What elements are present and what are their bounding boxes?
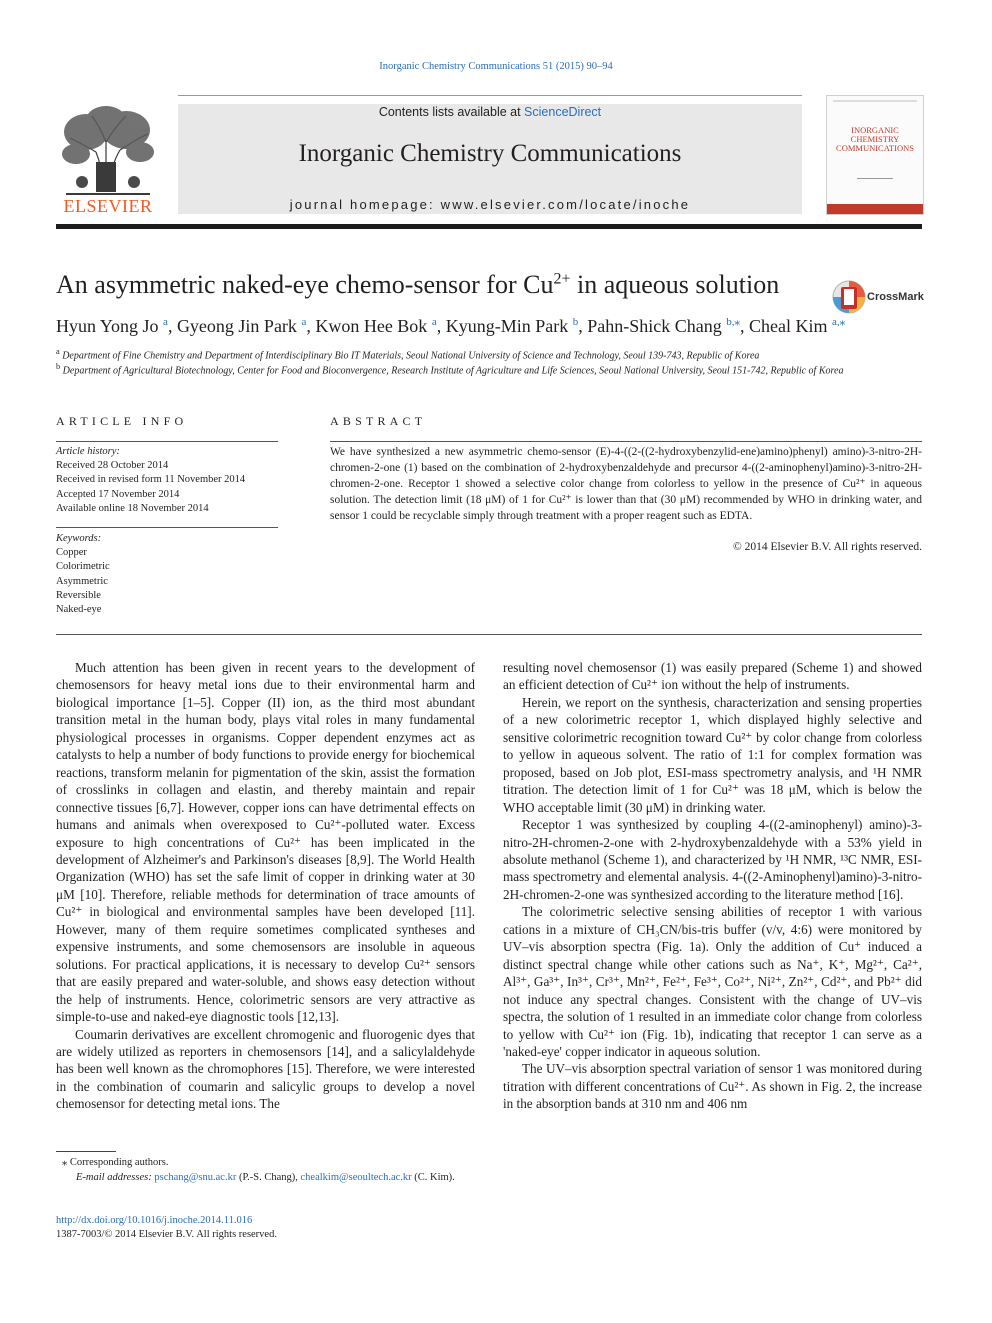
author-name: Pahn-Shick Chang bbox=[587, 316, 727, 336]
title-main: An asymmetric naked-eye chemo-sensor for Cu bbox=[56, 270, 554, 299]
author-name: Kwon Hee Bok bbox=[315, 316, 432, 336]
author-name: Cheal Kim bbox=[748, 316, 832, 336]
author-list bbox=[56, 315, 845, 337]
journal-reference[interactable]: Inorganic Chemistry Communications 51 (2015) 90–94 bbox=[379, 61, 613, 72]
abstract-text: We have synthesized a new asymmetric chemo-sensor (E)-4-((2-((2-hydroxybenzylid-ene)amino)phenyl) amino)-3-nitro-2H-chromen-2-one (1) based on the combination of 2-hydroxybenzaldehyde and precursor 4-((2-aminophenyl)amino)-3-nitro-2H-chromen-2-one. Receptor 1 showed a selective color change from colorless to yellow in the presence of Cu²⁺ in aqueous solution. The detection limit (18 μM) of 1 for Cu²⁺ is lower than that (30 μM) recommended by WHO in drinking water, and sensor 1 could be recyclable simply through treatment with a proper reagent such as EDTA. bbox=[330, 446, 922, 523]
crossmark-icon bbox=[831, 279, 867, 319]
email-owner-kim: (C. Kim). bbox=[411, 1172, 455, 1183]
contents-prefix: Contents lists available at bbox=[378, 105, 525, 119]
author-name: Kyung-Min Park bbox=[445, 316, 573, 336]
body-paragraph: Coumarin derivatives are excellent chromogenic and fluorogenic dyes that are widely utilized as reporters in chemosensors [14], and a salicylaldehyde has been well known as the chromophores [15]. Therefore, we were interested in the combination of coumarin and salicylic groups to develop a novel chemosensor for detecting metal ions. The bbox=[56, 1026, 475, 1112]
cover-title: INORGANIC CHEMISTRY COMMUNICATIONS bbox=[836, 125, 914, 153]
history-accepted: Accepted 17 November 2014 bbox=[56, 489, 180, 500]
header-bottom-rule bbox=[56, 224, 922, 229]
body-column-left bbox=[56, 659, 475, 1113]
body-paragraph: The UV–vis absorption spectral variation of sensor 1 was monitored during titration with different concentrations of Cu²⁺. As shown in Fig. 2, the increase in the absorption bands at 310 nm and 406 nm bbox=[503, 1061, 922, 1112]
abstract-copyright: © 2014 Elsevier B.V. All rights reserved. bbox=[733, 541, 922, 553]
affiliation-b-label: b bbox=[56, 362, 61, 371]
affiliation-a-label: a bbox=[56, 347, 60, 356]
cover-topbar bbox=[833, 100, 917, 102]
article-info-rule-top bbox=[56, 441, 278, 442]
email-note bbox=[62, 1170, 455, 1185]
sciencedirect-link[interactable]: ScienceDirect bbox=[524, 105, 602, 119]
journal-title: Inorganic Chemistry Communications bbox=[298, 140, 682, 167]
author-affiliation-marker[interactable]: a bbox=[431, 316, 437, 328]
crossmark-badge[interactable] bbox=[831, 279, 923, 319]
body-paragraph: Herein, we report on the synthesis, characterization and sensing properties of a new colorimetric receptor 1, which displayed highly selective and sensitive colorimetric recognition toward Cu²⁺ by color change from colorless to yellow in aqueous solvent. The ratio of 1:1 for complex formation was proposed, based on Job plot, ESI-mass spectrometry analysis, and ¹H NMR titration. The detection limit of 1 for Cu²⁺ was 18 μM, which is below the WHO acceptable limit (30 μM) in drinking water. bbox=[503, 694, 922, 815]
keyword: Naked-eye bbox=[56, 604, 102, 615]
cover-signature bbox=[857, 168, 893, 179]
author-separator: , bbox=[436, 316, 446, 336]
keyword: Asymmetric bbox=[56, 576, 108, 587]
affiliation-b-text: Department of Agricultural Biotechnology, Center for Food and Bioconvergence, Research Institute of Agriculture and Life Sciences, Seoul National University, Seoul 151-742, Republic of Korea bbox=[62, 365, 844, 377]
author-name: Gyeong Jin Park bbox=[176, 316, 302, 336]
author-affiliation-marker[interactable]: b,⁎ bbox=[726, 316, 740, 328]
author-name: Hyun Yong Jo bbox=[56, 316, 164, 336]
affiliation-a-text: Department of Fine Chemistry and Department of Interdisciplinary Bio IT Materials, Seoul National University of Science and Technology, Seoul 139-743, Republic of Korea bbox=[62, 350, 760, 362]
doi-link[interactable]: http://dx.doi.org/10.1016/j.inoche.2014.11.016 bbox=[56, 1215, 253, 1226]
author-affiliation-marker[interactable]: b bbox=[572, 316, 579, 328]
history-received: Received 28 October 2014 bbox=[56, 460, 169, 471]
article-info-heading: ARTICLE INFO bbox=[56, 414, 188, 428]
crossmark-label: CrossMark bbox=[867, 291, 924, 303]
keyword: Colorimetric bbox=[56, 561, 110, 572]
contents-line bbox=[178, 105, 802, 119]
keywords-label: Keywords: bbox=[56, 533, 102, 544]
history-label: Article history: bbox=[56, 446, 120, 457]
article-info-rule-mid bbox=[56, 527, 278, 528]
author-separator: , bbox=[578, 316, 588, 336]
affiliation-b bbox=[56, 362, 843, 376]
footnotes bbox=[62, 1155, 455, 1185]
affiliation-a bbox=[56, 347, 759, 361]
email-link-chang[interactable]: pschang@snu.ac.kr bbox=[154, 1172, 237, 1183]
article-title bbox=[56, 270, 779, 300]
author-separator: , bbox=[739, 316, 749, 336]
abstract-heading: ABSTRACT bbox=[330, 414, 427, 428]
body-paragraph: The colorimetric selective sensing abilities of receptor 1 with various cations in a mixture of CH₃CN/bis-tris buffer (v/v, 4:6) were monitored by UV–vis absorption spectra (Fig. 1a). Only the addition of Cu⁺ induced a distinct spectral change while other cations such as Na⁺, K⁺, Mg²⁺, Ca²⁺, Al³⁺, Ga³⁺, In³⁺, Cr³⁺, Mn²⁺, Fe²⁺, Fe³⁺, Co²⁺, Ni²⁺, Zn²⁺, Cd²⁺, and Pb²⁺ did not induce any spectral changes. Consistent with the change of UV–vis spectra, the solution of 1 resulted in an immediate color change from colorless to yellow with Cu²⁺ ion (Fig. 1b), indicating that receptor 1 can serve as a 'naked-eye' copper indicator in aqueous solution. bbox=[503, 904, 922, 1059]
cover-footer-band bbox=[827, 204, 923, 214]
body-paragraph: resulting novel chemosensor (1) was easily prepared (Scheme 1) and showed an efficient detection of Cu²⁺ ion without the help of instruments. bbox=[503, 660, 922, 693]
history-revised: Received in revised form 11 November 2014 bbox=[56, 474, 246, 485]
author-separator: , bbox=[167, 316, 177, 336]
keyword: Copper bbox=[56, 547, 87, 558]
author-affiliation-marker[interactable]: a,⁎ bbox=[831, 316, 846, 328]
author-separator: , bbox=[306, 316, 316, 336]
footnote-rule bbox=[56, 1151, 116, 1152]
author-affiliation-marker[interactable]: a bbox=[301, 316, 307, 328]
journal-cover-thumbnail[interactable] bbox=[826, 95, 924, 215]
history-online: Available online 18 November 2014 bbox=[56, 503, 209, 514]
keyword: Reversible bbox=[56, 590, 101, 601]
issn-copyright: 1387-7003/© 2014 Elsevier B.V. All rights reserved. bbox=[56, 1229, 277, 1240]
abstract-rule-bottom bbox=[56, 634, 922, 635]
body-paragraph: Receptor 1 was synthesized by coupling 4-((2-aminophenyl) amino)-3-nitro-2H-chromen-2-one with 2-hydroxybenzaldehyde with a 53% yield in absolute methanol (Scheme 1), and characterized by ¹H NMR, ¹³C NMR, ESI-mass spectrometry and elemental analysis. 4-((2-Aminophenyl)amino)-3-nitro-2H-chromen-2-one was synthesized according to the literature method [16]. bbox=[503, 817, 922, 902]
journal-homepage[interactable]: journal homepage: www.elsevier.com/locate/inoche bbox=[289, 197, 691, 212]
author-affiliation-marker[interactable]: a bbox=[163, 316, 168, 328]
corresponding-note: ⁎ Corresponding authors. bbox=[62, 1157, 169, 1168]
email-owner-chang: (P.-S. Chang), bbox=[236, 1172, 301, 1183]
title-tail: in aqueous solution bbox=[570, 270, 780, 299]
title-superscript: 2+ bbox=[553, 270, 571, 288]
elsevier-wordmark: ELSEVIER bbox=[63, 196, 153, 216]
abstract-rule-top bbox=[330, 441, 922, 442]
body-column-right bbox=[503, 659, 922, 1113]
body-paragraph: Much attention has been given in recent years to the development of chemosensors for heavy metal ions due to their environmental harm and biological importance [1–5]. Copper (II) ion, as the third most abundant transition metal in the human body, plays vital roles in many fundamental physiological processes in organisms. Copper dependent enzymes act as catalysts to help a number of body functions to provide energy for biochemical reactions, transform melanin for pigmentation of the skin, assist the formation of crosslinks in collagen and elastin, and thereby maintain and repair connective tissues [6,7]. However, copper ions can have detrimental effects on humans and animals when overexposed to Cu²⁺-polluted water. Excess exposure to high concentrations of Cu²⁺ has been implicated in the development of Alzheimer's and Parkinson's diseases [8,9]. The World Health Organization (WHO) has set the safe limit of copper in drinking water at 30 μM [10]. Therefore, reliable methods for determination of trace amounts of Cu²⁺ in biological and environmental samples have been developed [11]. However, many of them require sometimes complicated syntheses and expensive instruments, and some chemosensors are insoluble in aqueous solutions. For practical applications, it is necessary to develop Cu²⁺ sensors that are easily prepared and water-soluble, and shows easy detection without the help of instruments. Hence, colorimetric sensors are very attractive as simple-to-use and naked-eye diagnostic tools [12,13]. bbox=[56, 660, 475, 1025]
header-top-rule bbox=[178, 95, 802, 96]
email-label: E-mail addresses: bbox=[76, 1172, 155, 1183]
email-link-kim[interactable]: chealkim@seoultech.ac.kr bbox=[300, 1172, 412, 1183]
